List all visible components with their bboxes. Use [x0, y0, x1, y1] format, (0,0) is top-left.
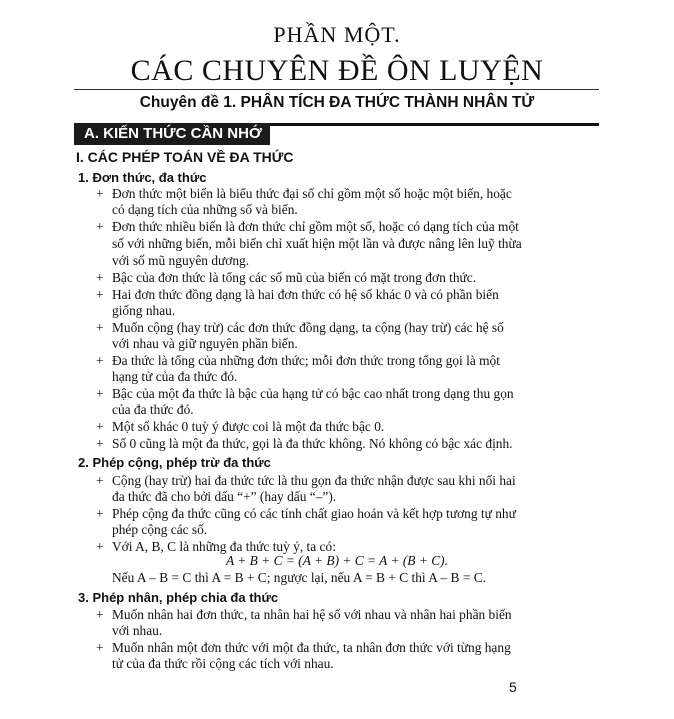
- text-line: với nhau.: [112, 623, 163, 638]
- text-line: hạng tử của đa thức đó.: [112, 369, 238, 384]
- text-line: giống nhau.: [112, 303, 176, 318]
- text-line: Muốn nhân một đơn thức với một đa thức, ta nhân đơn thức với từng hạng: [112, 640, 511, 655]
- formula-line: A + B + C = (A + B) + C = A + (B + C).: [226, 553, 448, 568]
- bullet-marker: +: [96, 219, 104, 234]
- subheading-monomial: 1. Đơn thức, đa thức: [78, 170, 207, 185]
- text-line: Hai đơn thức đồng dạng là hai đơn thức có hệ số khác 0 và có phần biến: [112, 287, 499, 302]
- divider-top: [74, 89, 599, 90]
- text-line: Với A, B, C là những đa thức tuỳ ý, ta có:: [112, 539, 336, 554]
- bullet-marker: +: [96, 186, 104, 201]
- chapter-title: Chuyên đề 1. PHÂN TÍCH ĐA THỨC THÀNH NHÂN TỬ: [139, 94, 535, 111]
- section-label: A. KIẾN THỨC CẦN NHỚ: [74, 123, 270, 145]
- text-line: Một số khác 0 tuỳ ý được coi là một đa thức bậc 0.: [112, 419, 385, 434]
- bullet-marker: +: [96, 287, 104, 302]
- text-line: phép cộng các số.: [112, 522, 208, 537]
- bullet-marker: +: [96, 436, 104, 451]
- text-line: số với những biến, mỗi biến chỉ xuất hiện một lần và được nâng lên luỹ thừa: [112, 236, 522, 251]
- subheading-multiply-divide: 3. Phép nhân, phép chia đa thức: [78, 590, 279, 605]
- bullet-marker: +: [96, 506, 104, 521]
- text-line: Muốn nhân hai đơn thức, ta nhân hai hệ số với nhau và nhân hai phần biến: [112, 607, 512, 622]
- bullet-marker: +: [96, 473, 104, 488]
- heading-operations: I. CÁC PHÉP TOÁN VỀ ĐA THỨC: [76, 149, 294, 165]
- text-line: Số 0 cũng là một đa thức, gọi là đa thức không. Nó không có bậc xác định.: [112, 436, 513, 451]
- text-line: Đơn thức nhiều biến là đơn thức chỉ gồm một số, hoặc có dạng tích của một: [112, 219, 519, 234]
- text-line: Bậc của một đa thức là bậc của hạng tử có bậc cao nhất trong dạng thu gọn: [112, 386, 514, 401]
- part-title: PHẦN MỘT.: [273, 22, 401, 47]
- text-line: với số mũ nguyên dương.: [112, 253, 250, 268]
- text-line: Nếu A – B = C thì A = B + C; ngược lại, nếu A = B + C thì A – B = C.: [112, 570, 486, 585]
- text-line: Bậc của đơn thức là tổng các số mũ của biến có mặt trong đơn thức.: [112, 270, 477, 285]
- subheading-add-subtract: 2. Phép cộng, phép trừ đa thức: [78, 455, 271, 470]
- bullet-marker: +: [96, 386, 104, 401]
- text-line: đa thức đã cho bởi dấu “+” (hay dấu “–”).: [112, 489, 337, 504]
- bullet-marker: +: [96, 640, 104, 655]
- text-line: Cộng (hay trừ) hai đa thức tức là thu gọn đa thức nhận được sau khi nối hai: [112, 473, 516, 488]
- text-line: Đa thức là tổng của những đơn thức; mỗi đơn thức trong tổng gọi là một: [112, 353, 500, 368]
- bullet-marker: +: [96, 320, 104, 335]
- text-line: của đa thức đó.: [112, 402, 194, 417]
- text-line: với nhau và giữ nguyên phần biến.: [112, 336, 298, 351]
- page-number: 5: [509, 679, 517, 695]
- text-line: có dạng tích của những số và biến.: [112, 202, 298, 217]
- text-line: Đơn thức một biến là biểu thức đại số chỉ gồm một số hoặc một biến, hoặc: [112, 186, 512, 201]
- bullet-marker: +: [96, 607, 104, 622]
- bullet-marker: +: [96, 270, 104, 285]
- text-line: Muốn cộng (hay trừ) các đơn thức đồng dạng, ta cộng (hay trừ) các hệ số: [112, 320, 504, 335]
- text-line: tử của đa thức rồi cộng các tích với nhau.: [112, 656, 334, 671]
- bullet-marker: +: [96, 353, 104, 368]
- bullet-marker: +: [96, 419, 104, 434]
- main-title: CÁC CHUYÊN ĐỀ ÔN LUYỆN: [130, 54, 544, 87]
- text-line: Phép cộng đa thức cũng có các tính chất giao hoán và kết hợp tương tự như: [112, 506, 516, 521]
- bullet-marker: +: [96, 539, 104, 554]
